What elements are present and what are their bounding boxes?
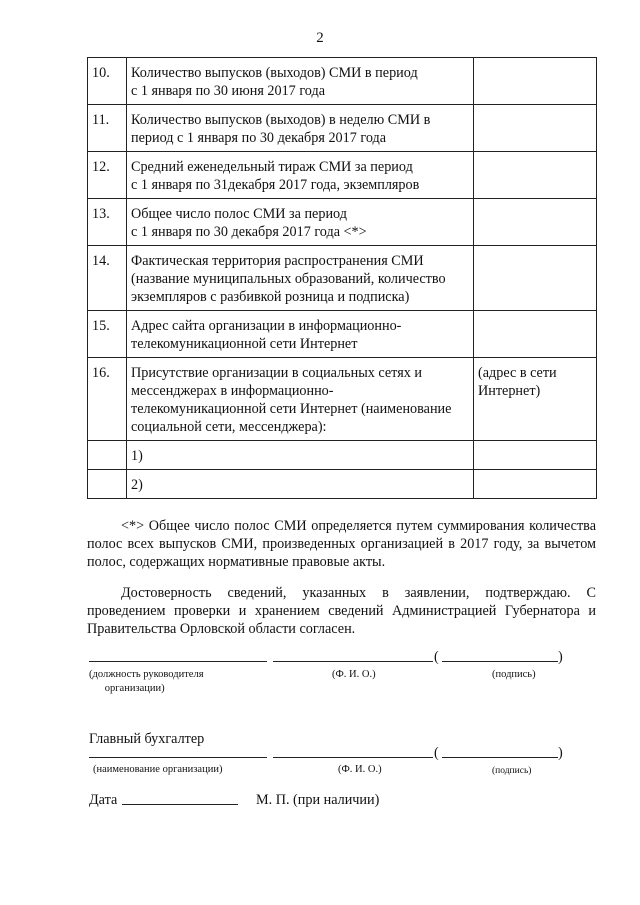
row-number [88,470,127,499]
row-description: 2) [127,470,474,499]
row-description: Количество выпусков (выходов) в неделю СМИ в период с 1 января по 30 декабря 2017 года [127,105,474,152]
accountant-signature-line [442,757,558,758]
row-number: 11. [88,105,127,152]
accountant-signature-caption: (подпись) [492,766,532,776]
table-row [88,105,597,152]
row-number: 12. [88,152,127,199]
row-value [474,199,597,246]
position-line [89,661,267,662]
row-value [474,246,597,311]
row-number: 15. [88,311,127,358]
row-number: 14. [88,246,127,311]
row-number: 13. [88,199,127,246]
row-description: 1) [127,441,474,470]
row-value [474,470,597,499]
row-number: 16. [88,358,127,441]
row-value [474,311,597,358]
row-description: Средний еженедельный тираж СМИ за период с 1 января по 31декабря 2017 года, экземпляров [127,152,474,199]
date-label: Дата [89,792,118,808]
table-row [88,58,597,105]
accountant-fio-caption: (Ф. И. О.) [338,764,382,775]
row-value: (адрес в сети Интернет) [474,358,597,441]
row-number: 10. [88,58,127,105]
row-value [474,441,597,470]
table-row [88,358,597,441]
table-row [88,311,597,358]
row-value [474,105,597,152]
table-row [88,152,597,199]
stamp-label: М. П. (при наличии) [256,792,380,808]
org-caption: (наименование организации) [93,764,223,775]
accountant-title: Главный бухгалтер [89,731,205,747]
confirmation-text: Достоверность сведений, указанных в заявлении, подтверждаю. С проведением проверки и хранением сведений Администрацией Губернатора и Правительства Орловской области согласен. [87,585,596,637]
table-row [88,246,597,311]
row-number [88,441,127,470]
table-body [88,58,597,499]
row-value [474,152,597,199]
fio-caption: (Ф. И. О.) [332,669,376,680]
row-description: Присутствие организации в социальных сетях и мессенджерах в информационно- телекомуникационной сети Интернет (наименование социальной сети, мессенджера): [127,358,474,441]
close-paren: ) [558,649,563,665]
signature-caption: (подпись) [492,669,536,680]
date-line [122,804,238,805]
page-number: 2 [316,30,324,46]
row-description: Адрес сайта организации в информационно- телекомуникационной сети Интернет [127,311,474,358]
accountant-close-paren: ) [558,745,563,761]
position-caption: (должность руководителя организации) [89,669,204,694]
table-row [88,441,597,470]
row-description: Количество выпусков (выходов) СМИ в период с 1 января по 30 июня 2017 года [127,58,474,105]
fio-line [273,661,433,662]
table-row [88,199,597,246]
table-row [88,470,597,499]
open-paren: ( [434,649,439,665]
row-description: Общее число полос СМИ за период с 1 января по 30 декабря 2017 года <*> [127,199,474,246]
signature-line [442,661,558,662]
org-line [89,757,267,758]
row-description: Фактическая территория распространения СМИ (название муниципальных образований, количество экземпляров с разбивкой розница и подписка) [127,246,474,311]
footnote: <*> Общее число полос СМИ определяется путем суммирования количества полос всех выпусков СМИ, произведенных организацией в 2017 году, за вычетом полос, содержащих нормативные правовые акты. [87,518,596,570]
information-table [87,57,597,499]
row-value [474,58,597,105]
accountant-fio-line [273,757,433,758]
accountant-open-paren: ( [434,745,439,761]
